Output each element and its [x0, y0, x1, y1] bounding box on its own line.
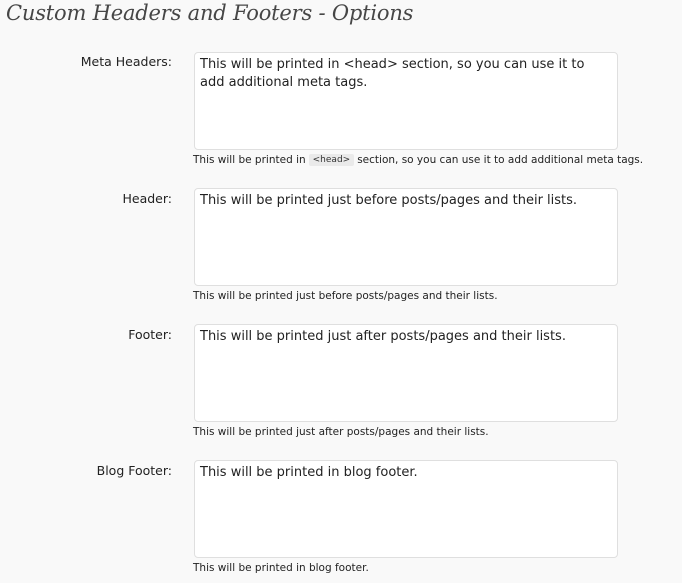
meta-headers-description	[193, 154, 643, 166]
blog-footer-description: This will be printed in blog footer.	[193, 562, 369, 574]
head-code-tag: <head>	[309, 154, 355, 166]
footer-description: This will be printed just after posts/pages and their lists.	[193, 426, 489, 438]
footer-textarea[interactable]	[194, 324, 618, 422]
header-label: Header:	[122, 191, 172, 206]
meta-headers-textarea[interactable]	[194, 52, 618, 150]
blog-footer-label: Blog Footer:	[96, 463, 172, 478]
meta-headers-desc-after: section, so you can use it to add additional meta tags.	[357, 154, 644, 166]
page-title: Custom Headers and Footers - Options	[6, 1, 414, 25]
header-textarea[interactable]	[194, 188, 618, 286]
meta-headers-desc-before: This will be printed in	[193, 154, 306, 166]
meta-headers-label: Meta Headers:	[80, 54, 172, 69]
blog-footer-textarea[interactable]	[194, 460, 618, 558]
header-description: This will be printed just before posts/pages and their lists.	[193, 290, 498, 302]
footer-label: Footer:	[128, 327, 172, 342]
